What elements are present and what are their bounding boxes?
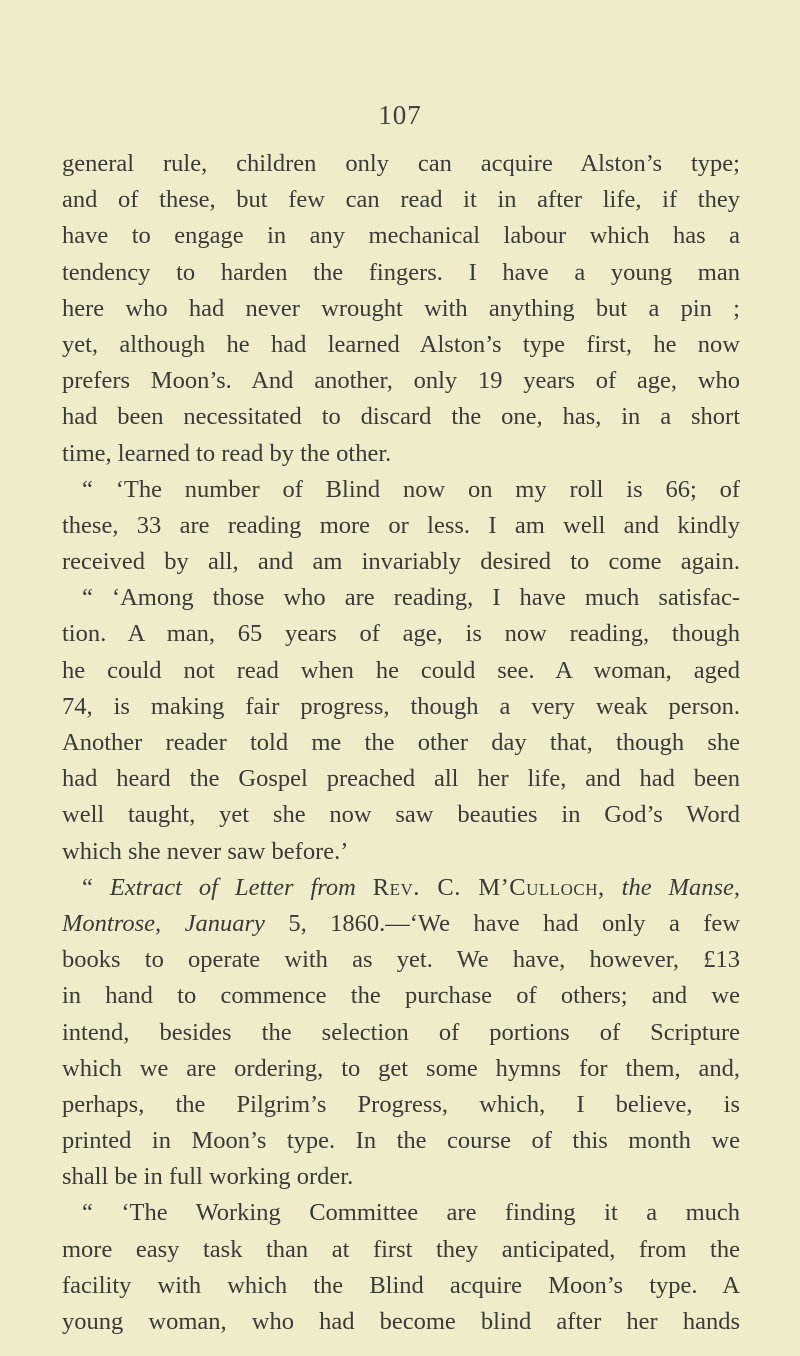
text-line: in hand to commence the purchase of others; and we	[62, 982, 740, 1010]
text-line: had heard the Gospel preached all her life, and had been	[62, 765, 740, 793]
body-text	[62, 146, 740, 1340]
text-line: received by all, and am invariably desired to come again.	[62, 548, 740, 576]
text-line: shall be in full working order.	[62, 1163, 354, 1191]
extract-label: Extract of Letter from	[109, 873, 356, 901]
extract-heading-line	[62, 870, 740, 906]
text-line: tion. A man, 65 years of age, is now reading, though	[62, 620, 740, 648]
text-line: printed in Moon’s type. In the course of this month we	[62, 1127, 740, 1155]
author-name: Rev. C. M’Culloch,	[372, 873, 605, 901]
text-line: 74, is making fair progress, though a very weak person.	[62, 692, 740, 720]
page-number: 107	[378, 100, 422, 130]
text-line: these, 33 are reading more or less. I am well and kindly	[62, 511, 740, 539]
text-line: facility with which the Blind acquire Moon’s type. A	[62, 1271, 740, 1299]
text-line: prefers Moon’s. And another, only 19 years of age, who	[62, 367, 740, 395]
text-line: well taught, yet she now saw beauties in God’s Word	[62, 801, 740, 829]
text-line: “ ‘The number of Blind now on my roll is 66; of	[82, 475, 740, 503]
text-line: general rule, children only can acquire Alston’s type;	[62, 150, 740, 177]
text-line: which we are ordering, to get some hymns for them, and,	[62, 1054, 740, 1082]
place-name-2: Montrose,	[62, 909, 162, 937]
text-line: which she never saw before.’	[62, 837, 349, 865]
open-quote: “	[82, 873, 93, 901]
extract-date-line	[62, 906, 740, 942]
text-line: had been necessitated to discard the one, has, in a short	[62, 403, 740, 431]
text-line: have to engage in any mechanical labour which has a	[62, 222, 740, 250]
text-line: “ ‘Among those who are reading, I have much satisfac-	[82, 584, 740, 612]
text-line: and of these, but few can read it in after life, if they	[62, 186, 740, 214]
text-line: Another reader told me the other day that, though she	[62, 729, 740, 756]
text-line: tendency to harden the fingers. I have a young man	[62, 258, 740, 286]
text-line: “ ‘The Working Committee are finding it a much	[82, 1199, 740, 1227]
place-name: the Manse,	[621, 873, 740, 901]
text-line: more easy task than at first they anticipated, from the	[62, 1235, 740, 1263]
text-line: he could not read when he could see. A woman, aged	[62, 656, 740, 684]
text-line: intend, besides the selection of portions of Scripture	[62, 1018, 740, 1046]
text-line: books to operate with as yet. We have, however, £13	[62, 946, 740, 974]
text-line: here who had never wrought with anything but a pin ;	[62, 294, 740, 322]
text-line: yet, although he had learned Alston’s type first, he now	[62, 330, 740, 358]
text-line: young woman, who had become blind after her hands	[62, 1308, 740, 1335]
date-rest: 5, 1860.—‘We have had only a few	[288, 909, 740, 937]
date-month: January	[184, 909, 265, 937]
text-line: perhaps, the Pilgrim’s Progress, which, I believe, is	[62, 1090, 740, 1118]
text-line: time, learned to read by the other.	[62, 439, 392, 467]
